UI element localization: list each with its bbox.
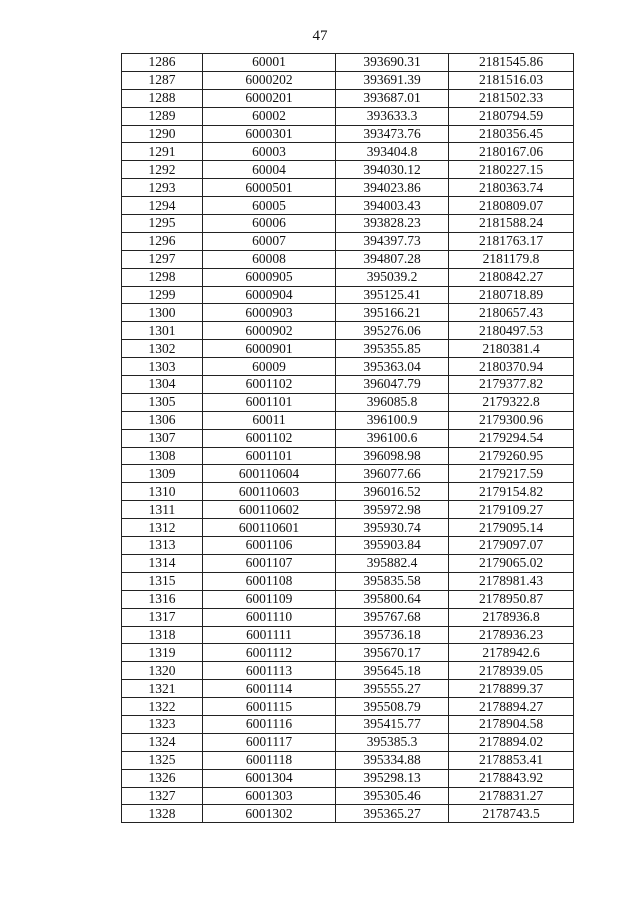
row-number-cell: 1303 bbox=[122, 358, 203, 376]
x-coordinate-cell: 394807.28 bbox=[336, 250, 449, 268]
row-number-cell: 1314 bbox=[122, 554, 203, 572]
row-number-cell: 1327 bbox=[122, 787, 203, 805]
row-number-cell: 1298 bbox=[122, 268, 203, 286]
row-number-cell: 1306 bbox=[122, 411, 203, 429]
x-coordinate-cell: 394397.73 bbox=[336, 232, 449, 250]
x-coordinate-cell: 395365.27 bbox=[336, 805, 449, 823]
point-id-cell: 6001101 bbox=[203, 393, 336, 411]
row-number-cell: 1311 bbox=[122, 501, 203, 519]
x-coordinate-cell: 394003.43 bbox=[336, 197, 449, 215]
point-id-cell: 6001102 bbox=[203, 376, 336, 394]
coordinates-table bbox=[121, 53, 574, 823]
row-number-cell: 1316 bbox=[122, 590, 203, 608]
table-row bbox=[122, 519, 574, 537]
point-id-cell: 6001102 bbox=[203, 429, 336, 447]
table-row bbox=[122, 304, 574, 322]
table-row bbox=[122, 447, 574, 465]
row-number-cell: 1309 bbox=[122, 465, 203, 483]
x-coordinate-cell: 395800.64 bbox=[336, 590, 449, 608]
row-number-cell: 1328 bbox=[122, 805, 203, 823]
x-coordinate-cell: 394023.86 bbox=[336, 179, 449, 197]
y-coordinate-cell: 2180370.94 bbox=[449, 358, 574, 376]
x-coordinate-cell: 395298.13 bbox=[336, 769, 449, 787]
y-coordinate-cell: 2181179.8 bbox=[449, 250, 574, 268]
point-id-cell: 6001101 bbox=[203, 447, 336, 465]
table-row bbox=[122, 393, 574, 411]
table-row bbox=[122, 143, 574, 161]
x-coordinate-cell: 395363.04 bbox=[336, 358, 449, 376]
x-coordinate-cell: 393687.01 bbox=[336, 89, 449, 107]
row-number-cell: 1290 bbox=[122, 125, 203, 143]
y-coordinate-cell: 2179377.82 bbox=[449, 376, 574, 394]
point-id-cell: 60006 bbox=[203, 215, 336, 233]
table-row bbox=[122, 71, 574, 89]
x-coordinate-cell: 395355.85 bbox=[336, 340, 449, 358]
point-id-cell: 6001113 bbox=[203, 662, 336, 680]
y-coordinate-cell: 2178904.58 bbox=[449, 715, 574, 733]
x-coordinate-cell: 395835.58 bbox=[336, 572, 449, 590]
row-number-cell: 1325 bbox=[122, 751, 203, 769]
point-id-cell: 6001110 bbox=[203, 608, 336, 626]
x-coordinate-cell: 395166.21 bbox=[336, 304, 449, 322]
table-row bbox=[122, 751, 574, 769]
point-id-cell: 60003 bbox=[203, 143, 336, 161]
y-coordinate-cell: 2179154.82 bbox=[449, 483, 574, 501]
point-id-cell: 60005 bbox=[203, 197, 336, 215]
table-row bbox=[122, 733, 574, 751]
x-coordinate-cell: 393690.31 bbox=[336, 54, 449, 72]
table-row bbox=[122, 197, 574, 215]
row-number-cell: 1287 bbox=[122, 71, 203, 89]
table-row bbox=[122, 268, 574, 286]
y-coordinate-cell: 2178853.41 bbox=[449, 751, 574, 769]
row-number-cell: 1313 bbox=[122, 537, 203, 555]
table-row bbox=[122, 89, 574, 107]
table-row bbox=[122, 286, 574, 304]
point-id-cell: 6000902 bbox=[203, 322, 336, 340]
table-row bbox=[122, 179, 574, 197]
table-row bbox=[122, 322, 574, 340]
point-id-cell: 6000301 bbox=[203, 125, 336, 143]
table-row bbox=[122, 537, 574, 555]
point-id-cell: 6000903 bbox=[203, 304, 336, 322]
table-row bbox=[122, 411, 574, 429]
row-number-cell: 1297 bbox=[122, 250, 203, 268]
row-number-cell: 1296 bbox=[122, 232, 203, 250]
y-coordinate-cell: 2180657.43 bbox=[449, 304, 574, 322]
table-row bbox=[122, 465, 574, 483]
x-coordinate-cell: 395767.68 bbox=[336, 608, 449, 626]
table-row bbox=[122, 787, 574, 805]
row-number-cell: 1289 bbox=[122, 107, 203, 125]
x-coordinate-cell: 395415.77 bbox=[336, 715, 449, 733]
table-row bbox=[122, 358, 574, 376]
y-coordinate-cell: 2178843.92 bbox=[449, 769, 574, 787]
y-coordinate-cell: 2181588.24 bbox=[449, 215, 574, 233]
point-id-cell: 6000201 bbox=[203, 89, 336, 107]
row-number-cell: 1315 bbox=[122, 572, 203, 590]
table-row bbox=[122, 769, 574, 787]
row-number-cell: 1305 bbox=[122, 393, 203, 411]
y-coordinate-cell: 2181545.86 bbox=[449, 54, 574, 72]
table-row bbox=[122, 662, 574, 680]
y-coordinate-cell: 2179300.96 bbox=[449, 411, 574, 429]
y-coordinate-cell: 2178936.8 bbox=[449, 608, 574, 626]
row-number-cell: 1288 bbox=[122, 89, 203, 107]
point-id-cell: 6000202 bbox=[203, 71, 336, 89]
row-number-cell: 1324 bbox=[122, 733, 203, 751]
y-coordinate-cell: 2180794.59 bbox=[449, 107, 574, 125]
x-coordinate-cell: 393828.23 bbox=[336, 215, 449, 233]
y-coordinate-cell: 2180381.4 bbox=[449, 340, 574, 358]
row-number-cell: 1307 bbox=[122, 429, 203, 447]
x-coordinate-cell: 395555.27 bbox=[336, 680, 449, 698]
y-coordinate-cell: 2178936.23 bbox=[449, 626, 574, 644]
y-coordinate-cell: 2178981.43 bbox=[449, 572, 574, 590]
x-coordinate-cell: 396100.6 bbox=[336, 429, 449, 447]
point-id-cell: 6001114 bbox=[203, 680, 336, 698]
x-coordinate-cell: 395645.18 bbox=[336, 662, 449, 680]
point-id-cell: 60009 bbox=[203, 358, 336, 376]
row-number-cell: 1294 bbox=[122, 197, 203, 215]
x-coordinate-cell: 396047.79 bbox=[336, 376, 449, 394]
table-row bbox=[122, 572, 574, 590]
point-id-cell: 6001116 bbox=[203, 715, 336, 733]
row-number-cell: 1291 bbox=[122, 143, 203, 161]
y-coordinate-cell: 2178831.27 bbox=[449, 787, 574, 805]
table-row bbox=[122, 54, 574, 72]
coordinates-table-body bbox=[122, 54, 574, 823]
point-id-cell: 6001108 bbox=[203, 572, 336, 590]
point-id-cell: 6001106 bbox=[203, 537, 336, 555]
y-coordinate-cell: 2180363.74 bbox=[449, 179, 574, 197]
point-id-cell: 6001111 bbox=[203, 626, 336, 644]
x-coordinate-cell: 396100.9 bbox=[336, 411, 449, 429]
y-coordinate-cell: 2178950.87 bbox=[449, 590, 574, 608]
point-id-cell: 60008 bbox=[203, 250, 336, 268]
y-coordinate-cell: 2180718.89 bbox=[449, 286, 574, 304]
point-id-cell: 6001112 bbox=[203, 644, 336, 662]
x-coordinate-cell: 396085.8 bbox=[336, 393, 449, 411]
point-id-cell: 6000904 bbox=[203, 286, 336, 304]
table-row bbox=[122, 501, 574, 519]
table-row bbox=[122, 715, 574, 733]
y-coordinate-cell: 2180809.07 bbox=[449, 197, 574, 215]
row-number-cell: 1317 bbox=[122, 608, 203, 626]
row-number-cell: 1302 bbox=[122, 340, 203, 358]
y-coordinate-cell: 2178743.5 bbox=[449, 805, 574, 823]
table-row bbox=[122, 680, 574, 698]
row-number-cell: 1293 bbox=[122, 179, 203, 197]
x-coordinate-cell: 393404.8 bbox=[336, 143, 449, 161]
y-coordinate-cell: 2179065.02 bbox=[449, 554, 574, 572]
y-coordinate-cell: 2179095.14 bbox=[449, 519, 574, 537]
x-coordinate-cell: 394030.12 bbox=[336, 161, 449, 179]
y-coordinate-cell: 2180167.06 bbox=[449, 143, 574, 161]
y-coordinate-cell: 2179322.8 bbox=[449, 393, 574, 411]
table-row bbox=[122, 107, 574, 125]
row-number-cell: 1308 bbox=[122, 447, 203, 465]
table-row bbox=[122, 590, 574, 608]
y-coordinate-cell: 2178939.05 bbox=[449, 662, 574, 680]
y-coordinate-cell: 2180842.27 bbox=[449, 268, 574, 286]
y-coordinate-cell: 2180497.53 bbox=[449, 322, 574, 340]
y-coordinate-cell: 2179217.59 bbox=[449, 465, 574, 483]
table-row bbox=[122, 698, 574, 716]
y-coordinate-cell: 2179109.27 bbox=[449, 501, 574, 519]
x-coordinate-cell: 395670.17 bbox=[336, 644, 449, 662]
point-id-cell: 6000501 bbox=[203, 179, 336, 197]
point-id-cell: 6001109 bbox=[203, 590, 336, 608]
row-number-cell: 1319 bbox=[122, 644, 203, 662]
y-coordinate-cell: 2181502.33 bbox=[449, 89, 574, 107]
row-number-cell: 1301 bbox=[122, 322, 203, 340]
table-row bbox=[122, 805, 574, 823]
y-coordinate-cell: 2180227.15 bbox=[449, 161, 574, 179]
table-row bbox=[122, 626, 574, 644]
table-row bbox=[122, 376, 574, 394]
x-coordinate-cell: 395039.2 bbox=[336, 268, 449, 286]
x-coordinate-cell: 395334.88 bbox=[336, 751, 449, 769]
x-coordinate-cell: 396098.98 bbox=[336, 447, 449, 465]
point-id-cell: 600110602 bbox=[203, 501, 336, 519]
row-number-cell: 1326 bbox=[122, 769, 203, 787]
row-number-cell: 1322 bbox=[122, 698, 203, 716]
point-id-cell: 6000901 bbox=[203, 340, 336, 358]
x-coordinate-cell: 395305.46 bbox=[336, 787, 449, 805]
x-coordinate-cell: 395385.3 bbox=[336, 733, 449, 751]
point-id-cell: 60007 bbox=[203, 232, 336, 250]
point-id-cell: 6001107 bbox=[203, 554, 336, 572]
x-coordinate-cell: 395125.41 bbox=[336, 286, 449, 304]
x-coordinate-cell: 393633.3 bbox=[336, 107, 449, 125]
table-row bbox=[122, 250, 574, 268]
table-row bbox=[122, 215, 574, 233]
y-coordinate-cell: 2181763.17 bbox=[449, 232, 574, 250]
table-row bbox=[122, 125, 574, 143]
table-row bbox=[122, 644, 574, 662]
y-coordinate-cell: 2178894.02 bbox=[449, 733, 574, 751]
y-coordinate-cell: 2178899.37 bbox=[449, 680, 574, 698]
row-number-cell: 1320 bbox=[122, 662, 203, 680]
point-id-cell: 6000905 bbox=[203, 268, 336, 286]
y-coordinate-cell: 2179260.95 bbox=[449, 447, 574, 465]
table-row bbox=[122, 340, 574, 358]
x-coordinate-cell: 396077.66 bbox=[336, 465, 449, 483]
point-id-cell: 60001 bbox=[203, 54, 336, 72]
point-id-cell: 60002 bbox=[203, 107, 336, 125]
point-id-cell: 600110601 bbox=[203, 519, 336, 537]
row-number-cell: 1292 bbox=[122, 161, 203, 179]
x-coordinate-cell: 395903.84 bbox=[336, 537, 449, 555]
point-id-cell: 6001117 bbox=[203, 733, 336, 751]
point-id-cell: 60004 bbox=[203, 161, 336, 179]
point-id-cell: 6001115 bbox=[203, 698, 336, 716]
y-coordinate-cell: 2179097.07 bbox=[449, 537, 574, 555]
row-number-cell: 1299 bbox=[122, 286, 203, 304]
table-row bbox=[122, 232, 574, 250]
row-number-cell: 1286 bbox=[122, 54, 203, 72]
page-number: 47 bbox=[312, 28, 328, 44]
x-coordinate-cell: 395508.79 bbox=[336, 698, 449, 716]
x-coordinate-cell: 395882.4 bbox=[336, 554, 449, 572]
table-row bbox=[122, 483, 574, 501]
point-id-cell: 6001118 bbox=[203, 751, 336, 769]
y-coordinate-cell: 2178894.27 bbox=[449, 698, 574, 716]
point-id-cell: 60011 bbox=[203, 411, 336, 429]
x-coordinate-cell: 396016.52 bbox=[336, 483, 449, 501]
table-row bbox=[122, 554, 574, 572]
point-id-cell: 6001302 bbox=[203, 805, 336, 823]
row-number-cell: 1300 bbox=[122, 304, 203, 322]
x-coordinate-cell: 393691.39 bbox=[336, 71, 449, 89]
row-number-cell: 1318 bbox=[122, 626, 203, 644]
table-row bbox=[122, 429, 574, 447]
row-number-cell: 1323 bbox=[122, 715, 203, 733]
x-coordinate-cell: 395930.74 bbox=[336, 519, 449, 537]
row-number-cell: 1304 bbox=[122, 376, 203, 394]
row-number-cell: 1295 bbox=[122, 215, 203, 233]
y-coordinate-cell: 2180356.45 bbox=[449, 125, 574, 143]
y-coordinate-cell: 2179294.54 bbox=[449, 429, 574, 447]
x-coordinate-cell: 395972.98 bbox=[336, 501, 449, 519]
row-number-cell: 1310 bbox=[122, 483, 203, 501]
y-coordinate-cell: 2181516.03 bbox=[449, 71, 574, 89]
row-number-cell: 1312 bbox=[122, 519, 203, 537]
x-coordinate-cell: 395736.18 bbox=[336, 626, 449, 644]
row-number-cell: 1321 bbox=[122, 680, 203, 698]
table-row bbox=[122, 608, 574, 626]
point-id-cell: 6001303 bbox=[203, 787, 336, 805]
y-coordinate-cell: 2178942.6 bbox=[449, 644, 574, 662]
point-id-cell: 600110603 bbox=[203, 483, 336, 501]
point-id-cell: 600110604 bbox=[203, 465, 336, 483]
table-row bbox=[122, 161, 574, 179]
x-coordinate-cell: 395276.06 bbox=[336, 322, 449, 340]
point-id-cell: 6001304 bbox=[203, 769, 336, 787]
x-coordinate-cell: 393473.76 bbox=[336, 125, 449, 143]
